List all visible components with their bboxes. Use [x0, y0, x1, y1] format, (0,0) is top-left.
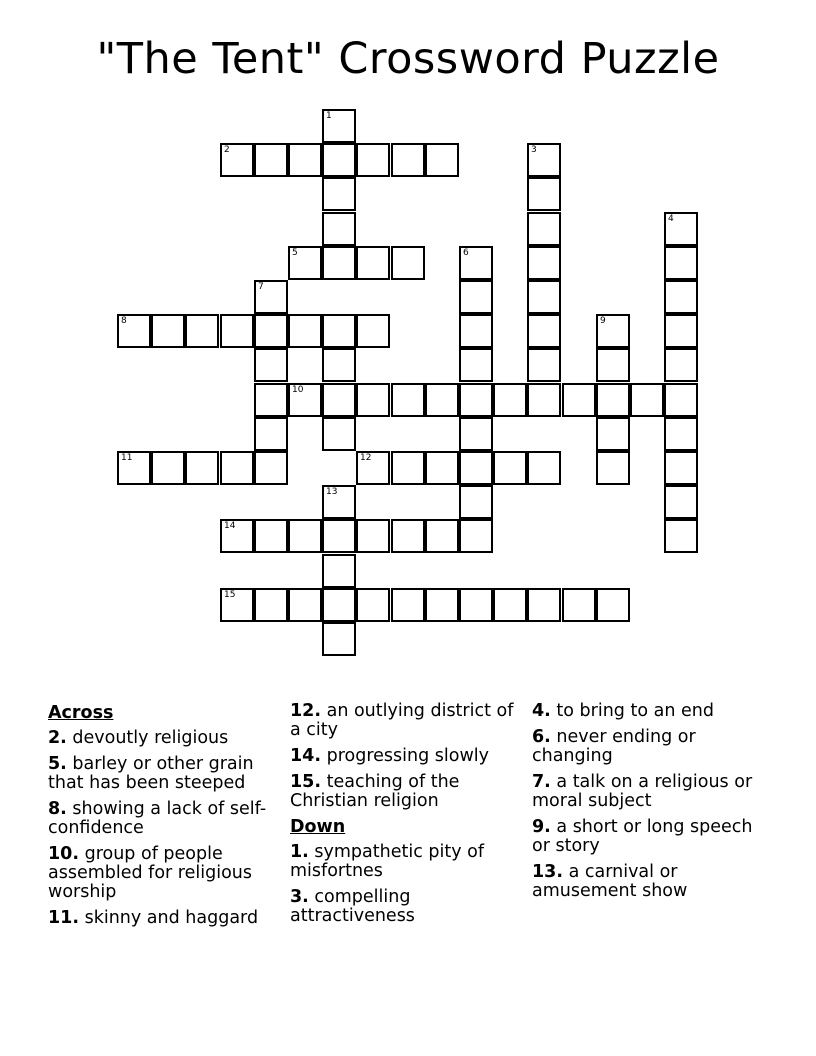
- clue-down-1: 1. sympathetic pity of misfortnes: [290, 842, 485, 881]
- cell-number: 1: [326, 111, 332, 121]
- grid-cell[interactable]: [425, 383, 459, 417]
- grid-cell[interactable]: [527, 588, 561, 622]
- grid-cell[interactable]: [220, 519, 254, 553]
- grid-cell[interactable]: [322, 485, 356, 519]
- grid-cell[interactable]: [630, 383, 664, 417]
- grid-cell[interactable]: [322, 588, 356, 622]
- grid-cell[interactable]: [288, 519, 322, 553]
- grid-cell[interactable]: [322, 554, 356, 588]
- grid-cell[interactable]: [254, 519, 288, 553]
- grid-cell[interactable]: [356, 519, 390, 553]
- grid-cell[interactable]: [664, 212, 698, 246]
- cell-number: 6: [463, 248, 469, 258]
- grid-cell[interactable]: [596, 588, 630, 622]
- grid-cell[interactable]: [425, 519, 459, 553]
- grid-cell[interactable]: [459, 383, 493, 417]
- grid-cell[interactable]: [151, 314, 185, 348]
- grid-cell[interactable]: [117, 314, 151, 348]
- grid-cell[interactable]: [664, 485, 698, 519]
- grid-cell[interactable]: [459, 348, 493, 382]
- grid-cell[interactable]: [425, 451, 459, 485]
- grid-cell[interactable]: [596, 451, 630, 485]
- grid-cell[interactable]: [493, 383, 527, 417]
- grid-cell[interactable]: [425, 143, 459, 177]
- cell-number: 15: [224, 590, 236, 600]
- cell-number: 10: [292, 385, 304, 395]
- cell-number: 7: [258, 282, 264, 292]
- grid-cell[interactable]: [664, 451, 698, 485]
- grid-cell[interactable]: [220, 588, 254, 622]
- grid-cell[interactable]: [527, 177, 561, 211]
- cell-number: 5: [292, 248, 298, 258]
- grid-cell[interactable]: [664, 519, 698, 553]
- clue-across-8: 8. showing a lack of self-confidence: [48, 799, 267, 838]
- grid-cell[interactable]: [254, 417, 288, 451]
- grid-cell[interactable]: [527, 314, 561, 348]
- grid-cell[interactable]: [527, 143, 561, 177]
- clue-across-14: 14. progressing slowly: [290, 746, 489, 766]
- clue-down-6: 6. never ending or changing: [532, 727, 696, 766]
- grid-cell[interactable]: [459, 280, 493, 314]
- grid-cell[interactable]: [391, 246, 425, 280]
- grid-cell[interactable]: [493, 451, 527, 485]
- grid-cell[interactable]: [664, 417, 698, 451]
- grid-cell[interactable]: [459, 588, 493, 622]
- grid-cell[interactable]: [356, 143, 390, 177]
- cell-number: 12: [360, 453, 372, 463]
- clue-across-2: 2. devoutly religious: [48, 728, 229, 748]
- cell-number: 4: [668, 214, 674, 224]
- clue-down-7: 7. a talk on a religious or moral subject: [532, 772, 753, 811]
- grid-cell[interactable]: [527, 280, 561, 314]
- grid-cell[interactable]: [459, 451, 493, 485]
- grid-cell[interactable]: [151, 451, 185, 485]
- grid-cell[interactable]: [391, 383, 425, 417]
- grid-cell[interactable]: [664, 314, 698, 348]
- grid-cell[interactable]: [459, 314, 493, 348]
- grid-cell[interactable]: [664, 246, 698, 280]
- grid-cell[interactable]: [254, 314, 288, 348]
- grid-cell[interactable]: [356, 314, 390, 348]
- puzzle-title: "The Tent" Crossword Puzzle: [96, 34, 720, 84]
- grid-cell[interactable]: [322, 348, 356, 382]
- grid-cell[interactable]: [425, 588, 459, 622]
- cell-number: 13: [326, 487, 338, 497]
- grid-cell[interactable]: [459, 246, 493, 280]
- clue-column-2: [290, 702, 528, 933]
- grid-cell[interactable]: [322, 417, 356, 451]
- grid-cell[interactable]: [254, 451, 288, 485]
- grid-cell[interactable]: [322, 143, 356, 177]
- clue-column-1: [48, 702, 286, 935]
- clue-across-15: 15. teaching of the Christian religion: [290, 772, 460, 811]
- grid-cell[interactable]: [527, 246, 561, 280]
- grid-cell[interactable]: [562, 383, 596, 417]
- grid-cell[interactable]: [322, 383, 356, 417]
- cell-number: 11: [121, 453, 133, 463]
- clue-down-13: 13. a carnival or amusement show: [532, 862, 688, 901]
- grid-cell[interactable]: [527, 383, 561, 417]
- grid-cell[interactable]: [391, 451, 425, 485]
- grid-cell[interactable]: [459, 519, 493, 553]
- grid-cell[interactable]: [220, 451, 254, 485]
- cell-number: 2: [224, 145, 230, 155]
- grid-cell[interactable]: [664, 280, 698, 314]
- grid-cell[interactable]: [185, 451, 219, 485]
- grid-cell[interactable]: [254, 348, 288, 382]
- cell-number: 8: [121, 316, 127, 326]
- grid-cell[interactable]: [288, 383, 322, 417]
- cell-number: 14: [224, 521, 236, 531]
- grid-cell[interactable]: [596, 314, 630, 348]
- grid-cell[interactable]: [356, 451, 390, 485]
- grid-cell[interactable]: [254, 383, 288, 417]
- grid-cell[interactable]: [562, 588, 596, 622]
- grid-cell[interactable]: [391, 143, 425, 177]
- grid-cell[interactable]: [527, 212, 561, 246]
- grid-cell[interactable]: [322, 622, 356, 656]
- grid-cell[interactable]: [356, 246, 390, 280]
- grid-cell[interactable]: [664, 383, 698, 417]
- cell-number: 9: [600, 316, 606, 326]
- grid-cell[interactable]: [322, 212, 356, 246]
- grid-cell[interactable]: [493, 588, 527, 622]
- clue-across-11: 11. skinny and haggard: [48, 908, 259, 928]
- grid-cell[interactable]: [288, 143, 322, 177]
- grid-cell[interactable]: [254, 588, 288, 622]
- grid-cell[interactable]: [322, 519, 356, 553]
- grid-cell[interactable]: [664, 348, 698, 382]
- grid-cell[interactable]: [254, 143, 288, 177]
- grid-cell[interactable]: [459, 417, 493, 451]
- grid-cell[interactable]: [322, 109, 356, 143]
- cell-number: 3: [531, 145, 537, 155]
- grid-cell[interactable]: [596, 348, 630, 382]
- grid-cell[interactable]: [220, 143, 254, 177]
- grid-cell[interactable]: [322, 314, 356, 348]
- grid-cell[interactable]: [356, 383, 390, 417]
- grid-cell[interactable]: [356, 588, 390, 622]
- clue-across-12: 12. an outlying district of a city: [290, 701, 514, 740]
- grid-cell[interactable]: [322, 246, 356, 280]
- grid-cell[interactable]: [322, 177, 356, 211]
- clue-across-10: 10. group of people assembled for religious worship: [48, 844, 252, 902]
- grid-cell[interactable]: [459, 485, 493, 519]
- grid-cell[interactable]: [596, 417, 630, 451]
- grid-cell[interactable]: [254, 280, 288, 314]
- grid-cell[interactable]: [391, 588, 425, 622]
- grid-cell[interactable]: [391, 519, 425, 553]
- across-heading: Across: [48, 703, 114, 723]
- clue-across-5: 5. barley or other grain that has been steeped: [48, 754, 254, 793]
- clue-down-4: 4. to bring to an end: [532, 701, 714, 721]
- down-heading: Down: [290, 817, 346, 837]
- grid-cell[interactable]: [220, 314, 254, 348]
- clue-column-3: [532, 702, 770, 908]
- grid-cell[interactable]: [288, 246, 322, 280]
- grid-cell[interactable]: [527, 348, 561, 382]
- clue-down-9: 9. a short or long speech or story: [532, 817, 753, 856]
- clue-down-3: 3. compelling attractiveness: [290, 887, 415, 926]
- grid-cell[interactable]: [596, 383, 630, 417]
- grid-cell[interactable]: [185, 314, 219, 348]
- grid-cell[interactable]: [527, 451, 561, 485]
- grid-cell[interactable]: [288, 314, 322, 348]
- grid-cell[interactable]: [117, 451, 151, 485]
- grid-cell[interactable]: [288, 588, 322, 622]
